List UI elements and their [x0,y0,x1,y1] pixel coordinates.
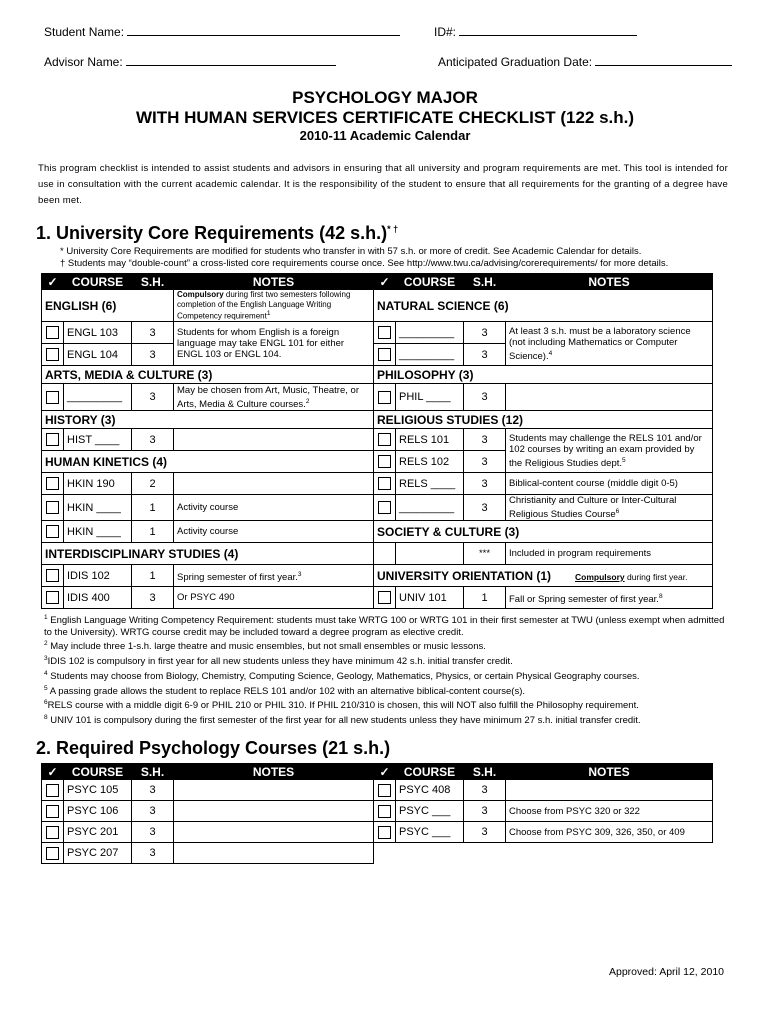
semester-hours: 3 [132,384,174,411]
empty-cell [396,843,464,864]
check-column-header: ✓ [374,274,396,290]
univ-101-note [506,587,713,609]
semester-hours: 3 [132,801,174,822]
society-culture-section-heading: SOCIETY & CULTURE (3) [374,521,713,543]
section1-heading [36,223,398,244]
notes-cell [174,429,374,451]
checkbox[interactable] [46,591,59,604]
sh-column-header: S.H. [132,274,174,290]
footnotes [44,612,734,727]
footnote [44,668,734,683]
notes-column-header: NOTES [506,274,713,290]
footnote-number: 3 [44,655,48,663]
course-column-header: COURSE [64,764,132,780]
english-section-heading: ENGLISH (6) [42,290,174,322]
semester-hours: 3 [132,344,174,366]
course-code: IDIS 102 [64,565,132,587]
semester-hours: 3 [132,843,174,864]
table-row [42,521,713,543]
psych-table-header [42,764,713,780]
section2-heading: 2. Required Psychology Courses (21 s.h.) [36,738,391,758]
natural-science-note [506,322,713,366]
advisor-name-blank[interactable] [126,54,336,66]
checkbox[interactable] [46,525,59,538]
course-code: PSYC 105 [64,780,132,801]
orientation-note-text: during first year. [624,571,688,582]
footnote-ref: 8 [658,592,663,600]
checkbox[interactable] [378,477,391,490]
course-code: HKIN ____ [64,495,132,521]
footnote-text: UNIV 101 is compulsory during the first semester of the first year for all new students unless they have minimum 27 s.h. initial transfer credit. [50,715,641,727]
notes-cell [174,822,374,843]
footnote-ref: 2 [305,397,310,405]
psyc-320-322-note: Choose from PSYC 320 or 322 [506,801,713,822]
rels-102-checkbox[interactable] [374,451,396,473]
footnote-number: 2 [44,640,48,648]
course-code: PSYC 207 [64,843,132,864]
biblical-content-note: Biblical-content course (middle digit 0-5) [506,473,713,495]
course-code: PSYC ___ [396,822,464,843]
semester-hours: 3 [464,451,506,473]
footnote-text: A passing grade allows the student to replace RELS 101 and/or 102 with an alternative biblical-content course(s). [49,685,526,697]
graduation-date-label: Anticipated Graduation Date: [438,55,593,69]
course-code: HKIN ____ [64,521,132,543]
semester-hours: 3 [464,322,506,344]
approval-date: Approved: April 12, 2010 [609,966,724,978]
id-blank[interactable] [459,24,637,36]
checkbox[interactable] [46,326,59,339]
footnote [44,653,734,668]
course-blank[interactable]: _________ [64,384,132,411]
notes-cell [506,384,713,411]
core-requirements-table [41,273,713,609]
checkbox[interactable] [378,326,391,339]
footnote-number: 1 [44,614,48,621]
engl-103-checkbox[interactable] [42,322,64,344]
sh-column-header: S.H. [464,764,506,780]
idis-400-note: Or PSYC 490 [174,587,374,609]
psychology-courses-table [41,763,713,864]
semester-hours: 1 [132,521,174,543]
check-column-header: ✓ [42,764,64,780]
psyc-207-checkbox[interactable] [42,843,64,864]
compulsory-label: Compulsory [575,571,625,582]
blank-cell [374,543,396,565]
page-subtitle: WITH HUMAN SERVICES CERTIFICATE CHECKLIST (122 s.h.) [135,108,635,127]
university-orientation-section-heading [374,565,713,587]
semester-hours: 1 [464,587,506,609]
arts-checkbox[interactable] [42,384,64,411]
page-title: PSYCHOLOGY MAJOR [292,88,478,107]
english-compulsory-note [174,290,374,322]
notes-cell [174,780,374,801]
checkbox[interactable] [378,501,391,514]
course-code: RELS 101 [396,429,464,451]
semester-hours: 3 [132,322,174,344]
course-blank[interactable]: _________ [396,322,464,344]
course-column-header: COURSE [64,274,132,290]
idis-102-note-text: Spring semester of first year. [177,571,298,583]
table-row [42,366,713,384]
core-table-header [42,274,713,290]
footnote-number: 6 [44,699,48,707]
checkbox[interactable] [378,784,391,797]
footnote-ref: 5 [622,456,626,464]
footnote-ref: 1 [266,310,271,317]
empty-cell [464,843,506,864]
course-code: PSYC 408 [396,780,464,801]
course-column-header: COURSE [396,274,464,290]
idis-102-checkbox[interactable] [42,565,64,587]
course-code: HKIN 190 [64,473,132,495]
rels-challenge-note [506,429,713,473]
course-code: RELS 102 [396,451,464,473]
engl-104-checkbox[interactable] [42,344,64,366]
arts-note-text: May be chosen from Art, Music, Theatre, or Arts, Media & Culture courses. [177,384,359,410]
course-code: HIST ____ [64,429,132,451]
semester-hours: 3 [464,801,506,822]
semester-hours: 3 [132,429,174,451]
checkbox[interactable] [378,391,391,404]
intro-paragraph: This program checklist is intended to assist students and advisors in ensuring that all university and program requirements are met. This tool is intended for use in consultation with the current academic calendar. It is the responsibility of the student to ensure that all requirements for the granting of a degree have been met. [38,163,728,206]
orientation-compulsory-note [575,572,687,582]
table-row [42,587,713,609]
checkbox[interactable] [46,477,59,490]
empty-cell [374,843,396,864]
table-row [42,822,713,843]
course-code: IDIS 400 [64,587,132,609]
checkbox[interactable] [378,455,391,468]
philosophy-checkbox[interactable] [374,384,396,411]
checkbox[interactable] [378,591,391,604]
checkbox[interactable] [46,433,59,446]
psyc-105-checkbox[interactable] [42,780,64,801]
natural-science-1-checkbox[interactable] [374,322,396,344]
table-row [42,411,713,429]
hkin-activity-2-checkbox[interactable] [42,521,64,543]
empty-cell [506,843,713,864]
univ-101-note-text: Fall or Spring semester of first year. [509,593,659,605]
semester-hours: 3 [464,473,506,495]
compulsory-label: Compulsory [177,290,224,299]
table-row [42,543,713,565]
semester-hours: 2 [132,473,174,495]
academic-calendar-title: 2010-11 Academic Calendar [299,128,471,143]
checkbox[interactable] [46,348,59,361]
notes-column-header: NOTES [506,764,713,780]
checkbox[interactable] [46,826,59,839]
hkin-190-checkbox[interactable] [42,473,64,495]
psyc-106-checkbox[interactable] [42,801,64,822]
student-name-label: Student Name: [44,25,125,39]
checkbox[interactable] [378,805,391,818]
core-note-transfer: * University Core Requirements are modified for students who transfer in with 57 s.h. or more of credit. See Academic Calendar for details. [60,246,642,257]
natural-science-note-text: At least 3 s.h. must be a laboratory science (not including Mathematics or Computer Science). [509,325,691,362]
course-column-header: COURSE [396,764,464,780]
sh-column-header: S.H. [132,764,174,780]
checkbox[interactable] [46,569,59,582]
footnote-number: 4 [44,669,48,677]
checkbox[interactable] [46,847,59,860]
included-marker: *** [464,543,506,565]
semester-hours: 3 [132,822,174,843]
idis-400-checkbox[interactable] [42,587,64,609]
checkbox[interactable] [46,501,59,514]
christianity-culture-note-text: Christianity and Culture or Inter-Cultural Religious Studies Course [509,495,677,521]
course-code: RELS ____ [396,473,464,495]
university-orientation-label: UNIVERSITY ORIENTATION (1) [377,568,552,583]
interdisciplinary-section-heading: INTERDISCIPLINARY STUDIES (4) [42,543,374,565]
notes-column-header: NOTES [174,764,374,780]
checkbox[interactable] [378,826,391,839]
footnote [44,638,734,653]
footnote [44,697,734,712]
univ-101-checkbox[interactable] [374,587,396,609]
history-section-heading: HISTORY (3) [42,411,374,429]
natural-science-section-heading: NATURAL SCIENCE (6) [374,290,713,322]
table-row [42,384,713,411]
table-row [42,843,713,864]
course-code: ENGL 103 [64,322,132,344]
course-code: PSYC ___ [396,801,464,822]
rels-challenge-note-text: Students may challenge the RELS 101 and/or 102 courses by writing an exam provided by the Religious Studies dept. [509,432,702,469]
footnote-text: Students may choose from Biology, Chemistry, Computing Science, Geology, Mathematics, Physics, or certain Physical Geography courses. [50,671,640,682]
semester-hours: 3 [464,429,506,451]
history-checkbox[interactable] [42,429,64,451]
student-name-field[interactable] [44,24,400,39]
footnote [44,683,734,698]
checkbox[interactable] [46,805,59,818]
checkbox[interactable] [46,391,59,404]
advisor-name-label: Advisor Name: [44,55,123,69]
core-note-double-count: † Students may “double-count” a cross-listed core requirements course once. See http://www.twu.ca/advising/corerequirements/ for more details. [60,258,669,269]
psyc-201-checkbox[interactable] [42,822,64,843]
religious-studies-section-heading: RELIGIOUS STUDIES (12) [374,411,713,429]
footnote-number: 5 [44,684,48,692]
psyc-309-group-note: Choose from PSYC 309, 326, 350, or 409 [506,822,713,843]
natural-science-2-checkbox[interactable] [374,344,396,366]
arts-section-heading: ARTS, MEDIA & CULTURE (3) [42,366,374,384]
semester-hours: 3 [132,780,174,801]
footnote-text: IDIS 102 is compulsory in first year for all new students unless they have minimum 42 s.h. initial transfer credit. [47,656,513,668]
section1-heading-marks: * † [387,224,399,234]
philosophy-section-heading: PHILOSOPHY (3) [374,366,713,384]
checkbox[interactable] [378,433,391,446]
section1-heading-text: 1. University Core Requirements (42 s.h.) [36,223,388,243]
course-code: ENGL 104 [64,344,132,366]
graduation-date-blank[interactable] [595,54,732,66]
notes-cell [174,473,374,495]
arts-note [174,384,374,411]
check-column-header: ✓ [374,764,396,780]
semester-hours: 3 [132,587,174,609]
sh-column-header: S.H. [464,274,506,290]
course-code: UNIV 101 [396,587,464,609]
checkbox[interactable] [378,348,391,361]
psyc-309-group-checkbox[interactable] [374,822,396,843]
advisor-name-field[interactable] [44,54,336,69]
course-code: PSYC 106 [64,801,132,822]
semester-hours: 3 [464,384,506,411]
footnote-ref: 3 [297,570,302,578]
table-row [42,565,713,587]
footnote-text: RELS course with a middle digit 6-9 or PHIL 210 or PHIL 310. If PHIL 210/310 is chosen, this will NOT also fulfill the Philosophy requirement. [47,700,639,712]
id-field[interactable] [434,24,637,39]
footnote [44,612,734,638]
notes-cell [174,801,374,822]
semester-hours: 3 [464,495,506,521]
footnote-ref: 4 [548,349,553,357]
blank-cell [396,543,464,565]
footnote-text: May include three 1-s.h. large theatre and music ensembles, but not small ensembles or music lessons. [50,641,486,653]
english-note-text: during first two semesters following completion of the English Language Writing Competency requirement [177,290,351,321]
checkbox[interactable] [46,784,59,797]
footnote-ref: 6 [615,508,620,516]
semester-hours: 1 [132,495,174,521]
engl-foreign-language-note: Students for whom English is a foreign language may take ENGL 101 for either ENGL 103 or ENGL 104. [174,322,374,366]
table-row [42,495,713,521]
table-row [42,801,713,822]
table-row [42,473,713,495]
semester-hours: 3 [464,780,506,801]
psyc-320-322-checkbox[interactable] [374,801,396,822]
student-name-blank[interactable] [127,24,400,36]
rels-101-checkbox[interactable] [374,429,396,451]
psyc-408-checkbox[interactable] [374,780,396,801]
course-blank[interactable]: _________ [396,495,464,521]
id-label: ID#: [434,25,457,39]
table-row [42,429,713,451]
table-row [42,322,713,344]
footnote [44,712,734,727]
activity-course-note: Activity course [174,495,374,521]
christianity-culture-note [506,495,713,521]
notes-cell [174,843,374,864]
activity-course-note: Activity course [174,521,374,543]
course-blank[interactable]: _________ [396,344,464,366]
table-row [42,780,713,801]
notes-cell [506,780,713,801]
check-column-header: ✓ [42,274,64,290]
course-code: PHIL ____ [396,384,464,411]
footnote-number: 8 [44,714,48,722]
rels-biblical-checkbox[interactable] [374,473,396,495]
society-culture-note: Included in program requirements [506,543,713,565]
table-row [42,290,713,322]
semester-hours: 3 [464,822,506,843]
hkin-activity-1-checkbox[interactable] [42,495,64,521]
rels-culture-checkbox[interactable] [374,495,396,521]
graduation-date-field[interactable] [438,54,732,69]
notes-column-header: NOTES [174,274,374,290]
human-kinetics-section-heading: HUMAN KINETICS (4) [42,451,374,473]
footnote-text: English Language Writing Competency Requirement: students must take WRTG 100 or WRTG 101 in their first semester at TWU (unless exempt when admitted to the University). WRTG course credit may be included toward a degree program as elective credit. [44,615,725,638]
semester-hours: 1 [132,565,174,587]
idis-102-note [174,565,374,587]
semester-hours: 3 [464,344,506,366]
course-code: PSYC 201 [64,822,132,843]
